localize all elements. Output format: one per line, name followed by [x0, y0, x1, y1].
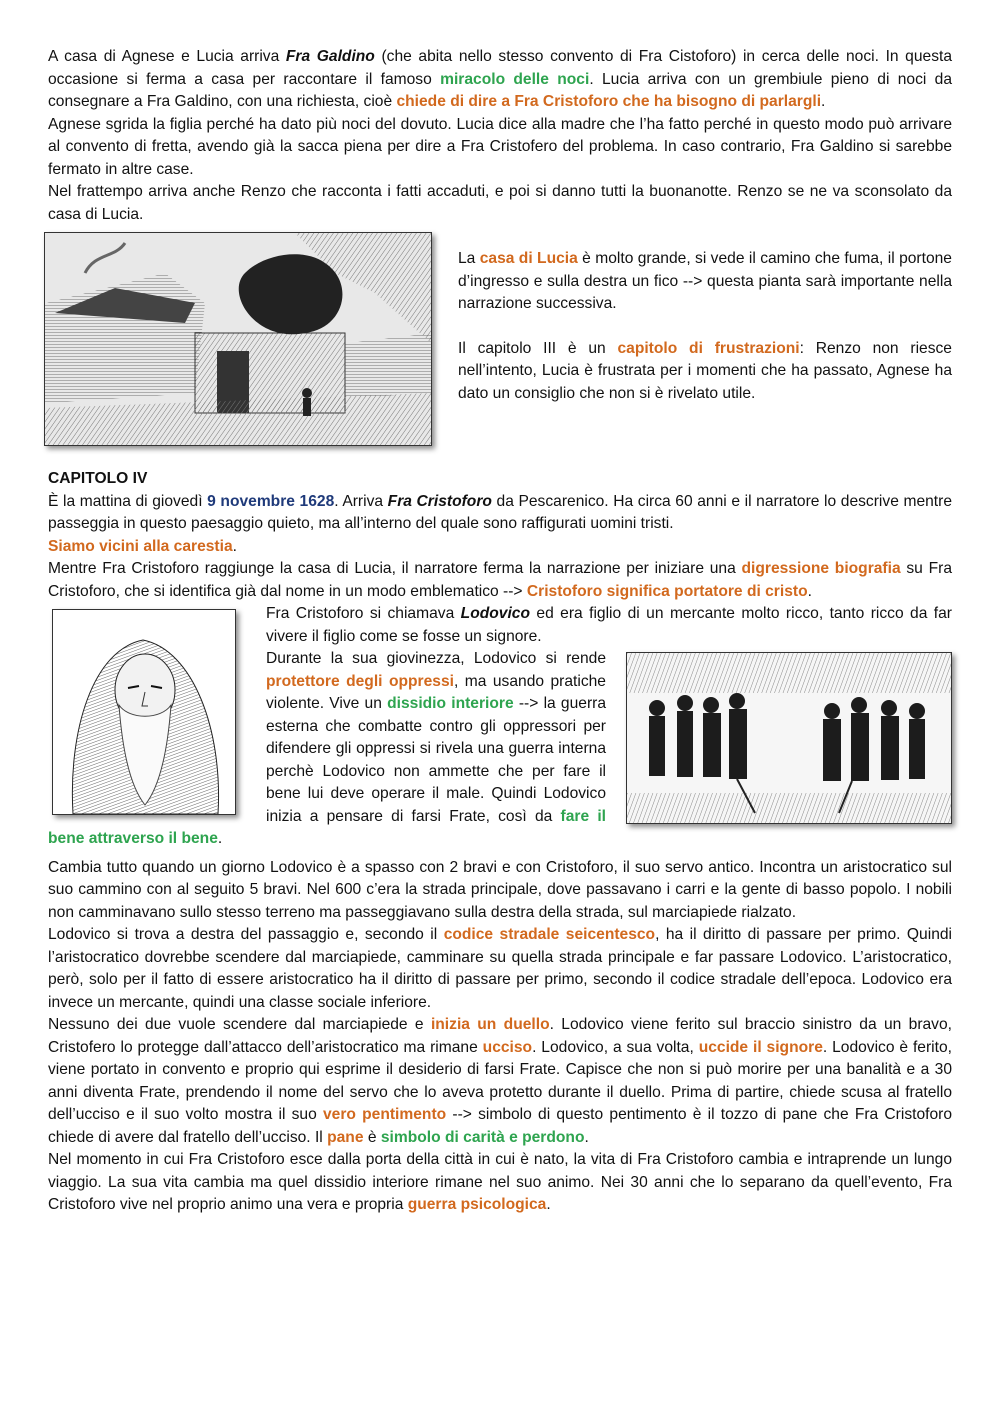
- highlight-date: 9 novembre 1628: [207, 492, 335, 510]
- highlight-uccide: uccide il signore: [698, 1038, 823, 1056]
- highlight-chiede: chiede di dire a Fra Cristoforo che ha bisogno di parlargli: [396, 93, 822, 110]
- house-section: [48, 232, 952, 446]
- highlight-capitolo-frustrazioni: capitolo di frustrazioni: [617, 339, 800, 357]
- chapter-paragraph-4: Fra Cristoforo si chiamava Lodovico ed era figlio di un mercante molto ricco, tanto ricco da far vivere il figlio come se fosse un signore.: [266, 605, 953, 645]
- highlight-duello: inizia un duello: [430, 1016, 550, 1033]
- highlight-digressione: digressione biografia: [741, 560, 901, 577]
- chapter-paragraph-3a: Mentre Fra Cristoforo raggiunge la casa di Lucia, il narratore ferma la narrazione per iniziare una digressione biografia su Fra Cristoforo, che si identifica già dal nome in un modo emblematico --> Cristoforo significa portatore di cristo.: [48, 560, 952, 600]
- chapter-paragraph-5: Durante la sua giovinezza, Lodovico si rende protettore degli oppressi, ma usando pratiche violente. Vive un dissidio interiore --> la guerra esterna che combatte contro gli oppressori per difendere gli oppressi si rivela una guerra interna perchè Lodovico non ammette che per fare il bene lui deve operare il male. Quindi Lodovico inizia a pensare di farsi Frate, così da fare il bene attraverso il bene.: [48, 650, 606, 847]
- highlight-cristoforo-significa: Cristoforo significa portatore di cristo: [526, 582, 808, 600]
- highlight-dissidio: dissidio interiore: [387, 695, 514, 712]
- chapter-paragraph-2: Siamo vicini alla carestia.: [48, 537, 237, 555]
- highlight-ucciso: ucciso: [482, 1038, 533, 1056]
- chapter-paragraph-8: Nessuno dei due vuole scendere dal marciapiede e inizia un duello. Lodovico viene ferito sul braccio sinistro da un bravo, Cristofero lo protegge dall’attacco dell’aristocratico ma rimane ucciso. Lodovico, a sua volta, uccide il signore. Lodovico è ferito, viene portato in convento e proprio qui esprime il desiderio di farsi Frate. Capisce che non si può morire per una banalità e a 30 anni diventa Frate, prendendo il nome del servo che lo aveva protetto durante il duello. Prima di partire, chiede scusa al fratello dell’ucciso e il suo volto mostra il suo vero pentimento --> simbolo di questo pentimento è il tozzo di pane che Fra Cristoforo chiede di avere dal fratello dell’ucciso. Il pane è simbolo di carità e perdono.: [48, 1016, 953, 1146]
- house-description: [458, 248, 952, 446]
- highlight-guerra: guerra psicologica: [407, 1196, 547, 1213]
- intro-paragraph-2: Agnese sgrida la figlia perché ha dato più noci del dovuto. Lucia dice alla madre che l’ha fatto perché in questo modo può arrivare al convento di fretta, avendo già la sacca piena per dire a Fra Cristofero del problema. In caso contrario, Fra Galdino si sarebbe fermato in altre case.: [48, 115, 952, 178]
- chapter-paragraph-6: Cambia tutto quando un giorno Lodovico è a spasso con 2 bravi e con Cristoforo, il suo servo antico. Incontra un aristocratico sul suo cammino con al seguito 5 bravi. Nel 600 c’era la strada principale, dove passavano i carri e la gente di basso popolo. I nobili non camminavano sullo stesso terreno ma passeggiavano sulla destra della strada, sul marciapiede rialzato.: [48, 858, 952, 921]
- chapter-paragraph-7: Lodovico si trova a destra del passaggio e, secondo il codice stradale seicentesco, ha il diritto di passare per primo. Quindi l’aristocratico dovrebbe scendere dal marciapiede, camminare su quella strada principale e far passare Lodovico. L’aristocratico, però, solo per il fatto di essere aristocratico ha il diritto di passare per primo, secondo il codice stradale dell’epoca. Lodovico era invece un mercante, quindi una classe sociale inferiore.: [48, 926, 952, 1011]
- house-paragraph-2: Il capitolo III è un capitolo di frustrazioni: Renzo non riesce nell’intento, Lucia è frustrata per i momenti che ha passato, Agnese ha dato un consiglio che non si è rivelato utile.: [458, 339, 952, 402]
- chapter-heading: CAPITOLO IV: [48, 470, 148, 487]
- highlight-pentimento: vero pentimento: [323, 1106, 447, 1123]
- highlight-pane: pane: [327, 1128, 364, 1146]
- intro-paragraph-1: A casa di Agnese e Lucia arriva Fra Galdino (che abita nello stesso convento di Fra Cistoforo) in cerca delle noci. In questa occasione si ferma a casa per raccontare il famoso miracolo delle noci. Lucia arriva con un grembiule pieno di noci da consegnare a Fra Galdino, con una richiesta, cioè chiede di dire a Fra Cristoforo che ha bisogno di parlargli.: [48, 48, 953, 110]
- house-paragraph-1: La casa di Lucia è molto grande, si vede il camino che fuma, il portone d’ingresso e sulla destra un fico --> questa pianta sarà importante nella narrazione successiva.: [458, 250, 952, 312]
- highlight-casa-di-lucia: casa di Lucia: [479, 250, 578, 267]
- fra-galdino-name: Fra Galdino: [285, 48, 375, 65]
- chapter-paragraph-1: È la mattina di giovedì 9 novembre 1628. Arriva Fra Cristoforo da Pescarenico. Ha circa 60 anni e il narratore lo descrive mentre passeggia in questo paesaggio quieto, ma all’interno del quale sono raffigurati uomini tristi.: [48, 492, 953, 532]
- document-page: [48, 46, 952, 1217]
- fra-cristoforo-name: Fra Cristoforo: [387, 492, 492, 510]
- highlight-codice-stradale: codice stradale seicentesco: [443, 926, 656, 943]
- highlight-carestia: Siamo vicini alla carestia: [48, 537, 233, 555]
- highlight-protettore: protettore degli oppressi: [266, 672, 454, 690]
- lodovico-name: Lodovico: [460, 605, 530, 622]
- highlight-simbolo: simbolo di carità e perdono: [380, 1128, 585, 1146]
- duel-scene-engraving: [626, 652, 952, 824]
- chapter-paragraph-9: Nel momento in cui Fra Cristoforo esce dalla porta della città in cui è nato, la vita di Fra Cristoforo cambia e intraprende un lungo viaggio. La sua vita cambia ma quel dissidio interiore rimane nel suo animo. Nei 30 anni che lo separano da quell’evento, Fra Cristoforo vive nel proprio animo una vera e propria guerra psicologica.: [48, 1151, 952, 1213]
- highlight-fare-il-bene: fare il bene attraverso il bene: [48, 807, 606, 847]
- friar-portrait-engraving: [52, 609, 236, 815]
- intro-paragraph-3: Nel frattempo arriva anche Renzo che racconta i fatti accaduti, e poi si danno tutti la buonanotte. Renzo se ne va sconsolato da casa di Lucia.: [48, 183, 952, 223]
- house-engraving: [44, 232, 432, 446]
- highlight-miracolo: miracolo delle noci: [440, 70, 590, 88]
